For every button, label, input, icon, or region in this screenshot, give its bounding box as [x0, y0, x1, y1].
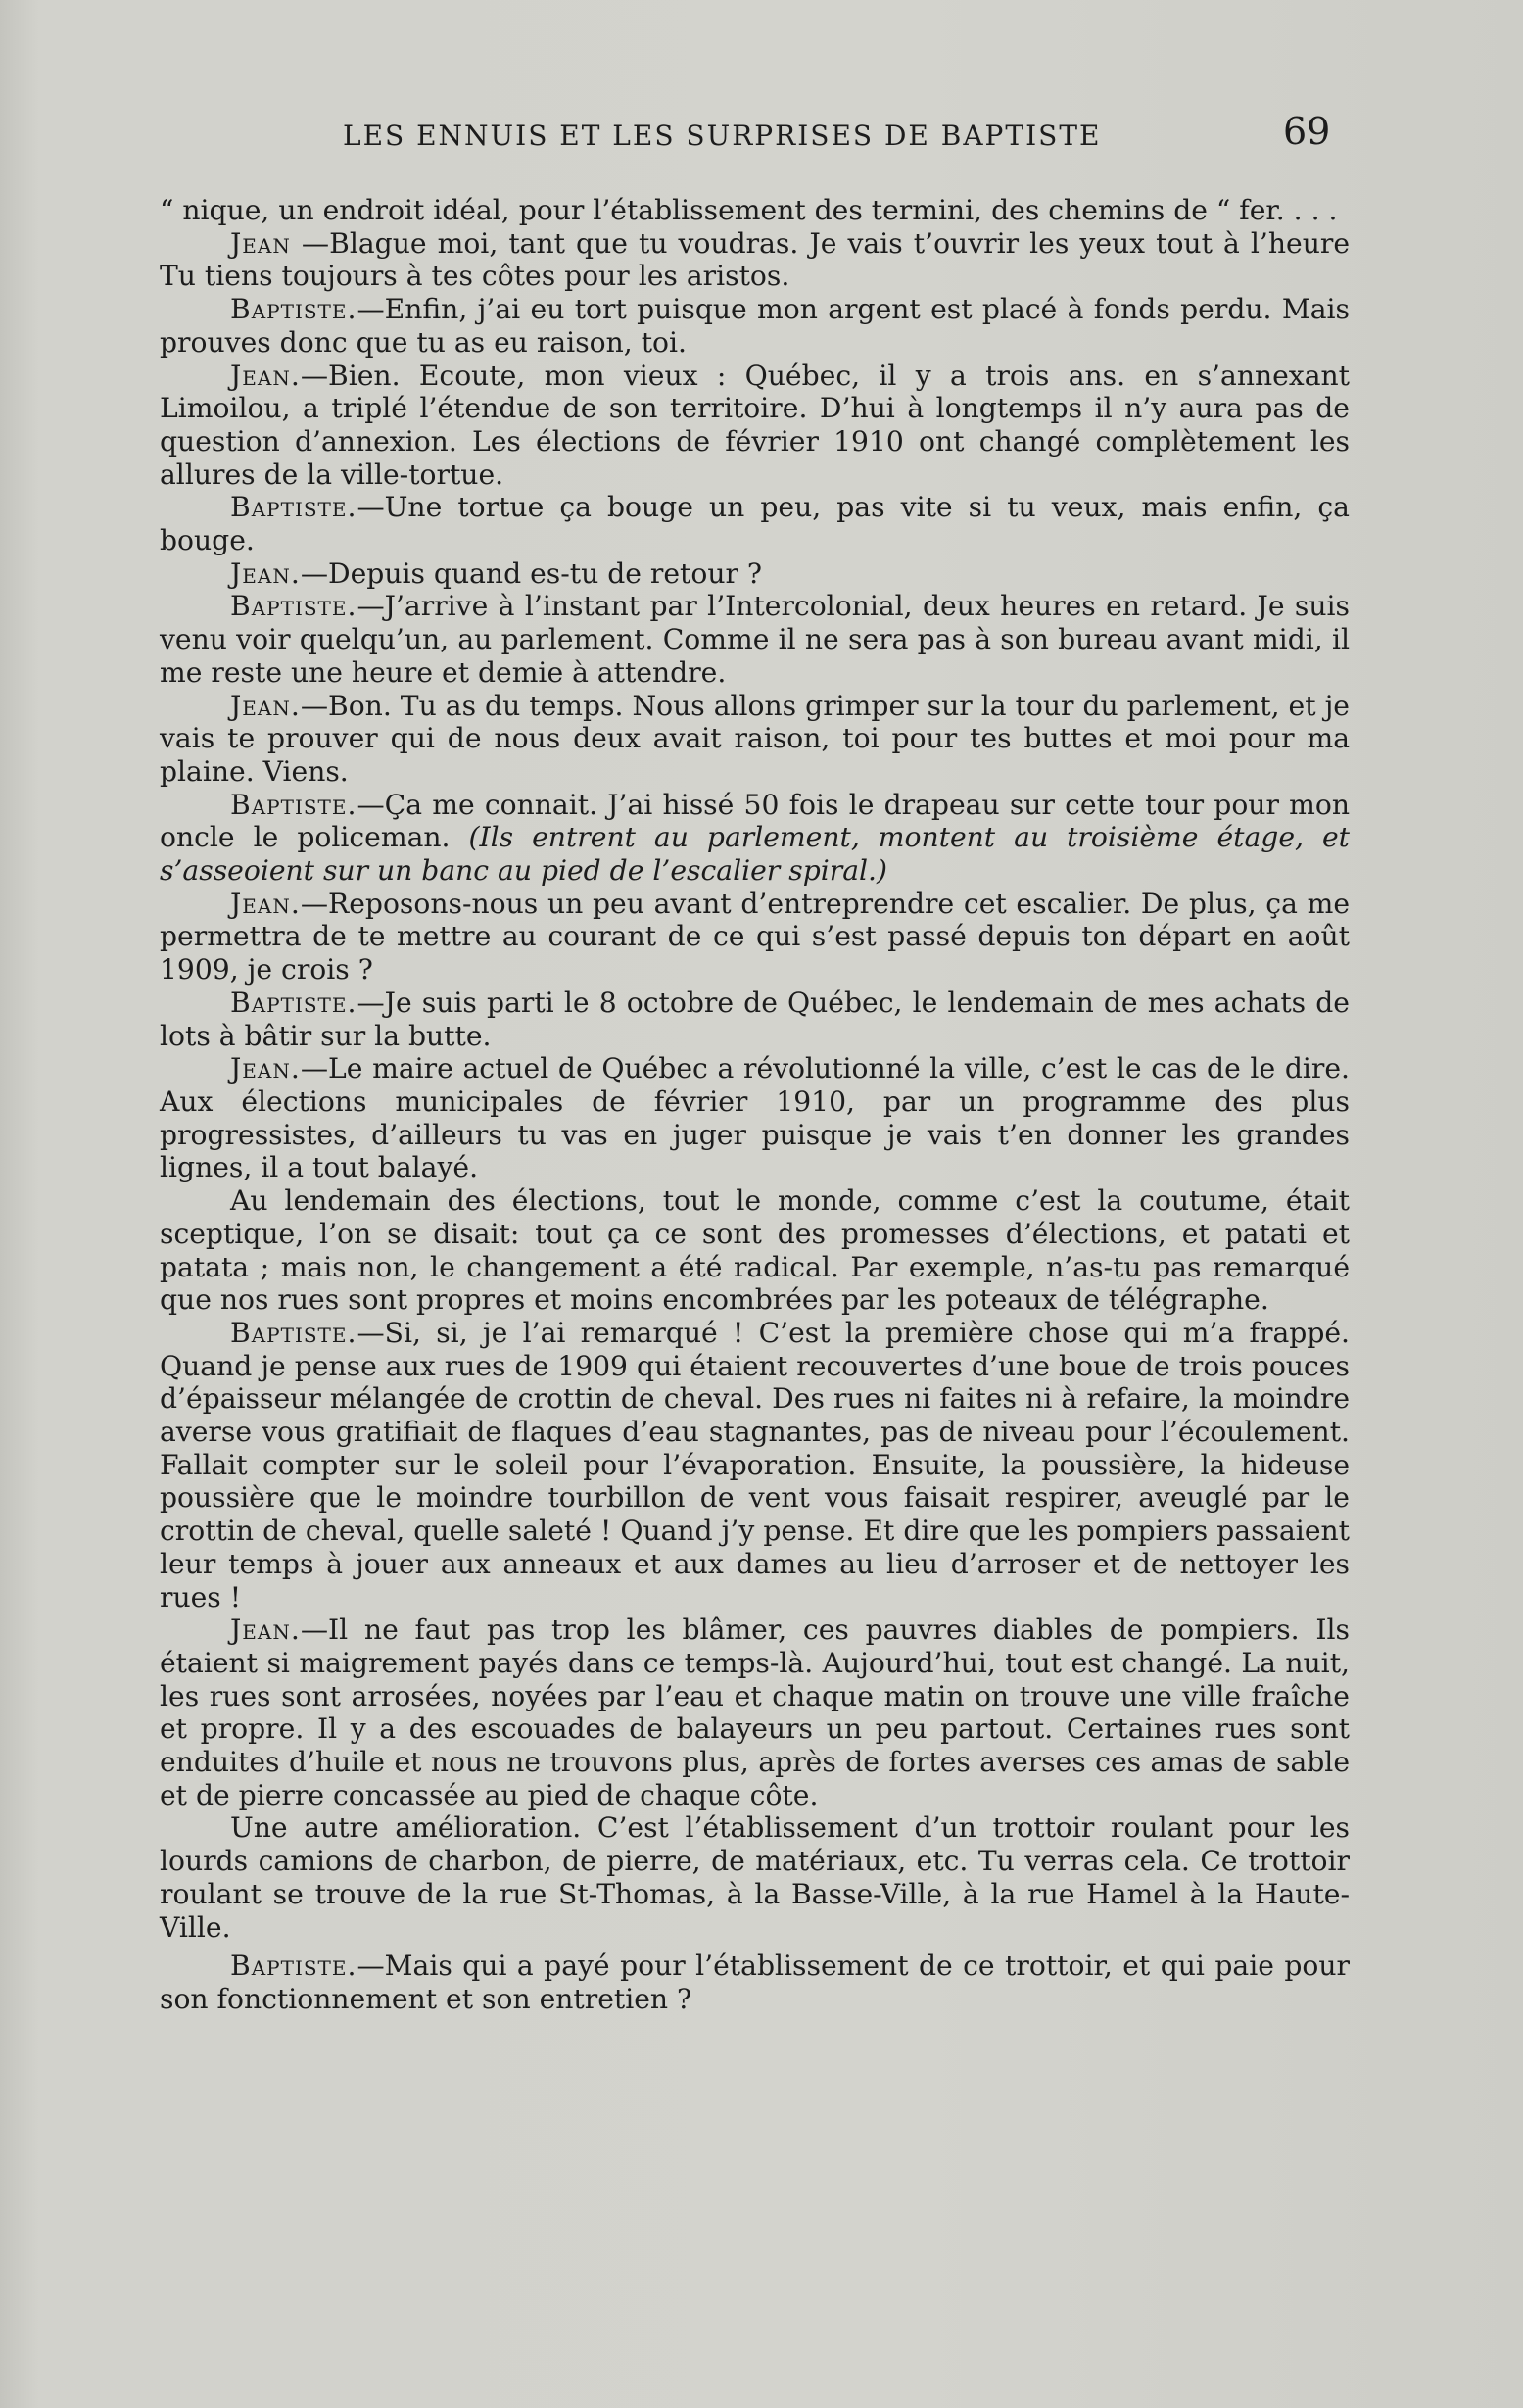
running-title: LES ENNUIS ET LES SURPRISES DE BAPTISTE — [343, 120, 1102, 152]
dialogue-line — [160, 690, 1350, 789]
dialogue-line — [160, 987, 1350, 1052]
speaker-name: Baptiste. — [230, 1950, 357, 1983]
speaker-name: Jean. — [230, 887, 301, 920]
line-text: —Enfin, j’ai eu tort puisque mon argent est placé à fonds perdu. Mais prouves donc que tu as eu raison, toi. — [160, 293, 1350, 359]
dialogue-line — [160, 360, 1350, 492]
speaker-name: Jean. — [230, 689, 301, 722]
speaker-name: Jean — [230, 226, 291, 260]
line-text: —Ça me connait. J’ai hissé 50 fois le drapeau sur cette tour pour mon oncle le policeman. — [160, 788, 1350, 854]
dialogue-line — [160, 293, 1350, 359]
dialogue-line — [160, 590, 1350, 689]
dialogue-line — [160, 1317, 1350, 1613]
line-text: —Mais qui a payé pour l’établissement de ce trottoir, et qui paie pour son fonctionnement et son entretien ? — [160, 1950, 1350, 2015]
line-text: —Si, si, je l’ai remarqué ! C’est la première chose qui m’a frappé. Quand je pense aux rues de 1909 qui étaient recouvertes d’une boue de trois pouces d’épaisseur mélangée de crottin de cheval. Des rues ni faites ni à refaire, la moindre averse vous gratifiait de flaques d’eau stagnantes, pas de niveau pour l’écoulement. Fallait compter sur le soleil pour l’évaporation. Ensuite, la poussière, la hideuse poussière que le moindre tourbillon de vent vous faisait respirer, aveuglé par le crottin de cheval, quelle saleté ! Quand j’y pense. Et dire que les pompiers passaient leur temps à jouer aux anneaux et aux dames au lieu d’arroser et de nettoyer les rues ! — [160, 1316, 1350, 1613]
speaker-name: Baptiste. — [230, 590, 357, 623]
dialogue-line — [160, 1052, 1350, 1184]
speaker-name: Baptiste. — [230, 1316, 357, 1349]
dialogue-line — [160, 557, 1350, 591]
dialogue-text — [160, 194, 1350, 2016]
dialogue-line — [160, 227, 1350, 293]
dialogue-line — [160, 789, 1350, 888]
stage-direction: (Ils entrent au parlement, montent au troisième étage, et s’asseoient sur un banc au pied de l’escalier spiral.) — [160, 821, 1350, 888]
paragraph: “ nique, un endroit idéal, pour l’établissement des termini, des chemins de “ fer. . . . — [160, 194, 1338, 226]
paragraph: Une autre amélioration. C’est l’établissement d’un trottoir roulant pour les lourds camions de charbon, de pierre, de matériaux, etc. Tu verras cela. Ce trottoir roulant se trouve de la rue St-Thomas, à la Basse-Ville, à la rue Hamel à la Haute-Ville. — [160, 1811, 1350, 1944]
speaker-name: Baptiste. — [230, 986, 357, 1019]
line-text: —Il ne faut pas trop les blâmer, ces pauvres diables de pompiers. Ils étaient si maigrement payés dans ce temps-là. Aujourd’hui, tout est changé. La nuit, les rues sont arrosées, noyées par l’eau et chaque matin on trouve une ville fraîche et propre. Il y a des escouades de balayeurs un peu partout. Certaines rues sont enduites d’huile et nous ne trouvons plus, après de fortes averses ces amas de sable et de pierre concassée au pied de chaque côte. — [160, 1613, 1350, 1811]
line-text: —Bon. Tu as du temps. Nous allons grimper sur la tour du parlement, et je vais te prouver qui de nous deux avait raison, toi pour tes buttes et moi pour ma plaine. Viens. — [160, 689, 1350, 788]
speaker-name: Jean. — [230, 359, 301, 392]
speaker-name: Jean. — [230, 1052, 301, 1085]
speaker-name: Baptiste. — [230, 293, 357, 326]
paragraph: Au lendemain des élections, tout le monde, comme c’est la coutume, était sceptique, l’on se disait: tout ça ce sont des promesses d’élections, et patati et patata ; mais non, le changement a été radical. Par exemple, n’as-tu pas remarqué que nos rues sont propres et moins encombrées par les poteaux de télégraphe. — [160, 1184, 1350, 1317]
speaker-name: Baptiste. — [230, 491, 357, 524]
line-text: —Reposons-nous un peu avant d’entreprendre cet escalier. De plus, ça me permettra de te mettre au courant de ce qui s’est passé depuis ton départ en août 1909, je crois ? — [160, 887, 1350, 987]
line-text: —Le maire actuel de Québec a révolutionné la ville, c’est le cas de le dire. Aux élections municipales de février 1910, par un programme des plus progressistes, d’ailleurs tu vas en juger puisque je vais t’en donner les grandes lignes, il a tout balayé. — [160, 1052, 1350, 1184]
dialogue-line — [160, 888, 1350, 987]
dialogue-line — [160, 491, 1350, 556]
dialogue-line — [160, 1613, 1350, 1811]
speaker-name: Baptiste. — [230, 788, 357, 821]
speaker-name: Jean. — [230, 1613, 301, 1647]
page-header — [0, 110, 1523, 159]
line-text: —Je suis parti le 8 octobre de Québec, le lendemain de mes achats de lots à bâtir sur la butte. — [160, 986, 1350, 1052]
line-text: —Une tortue ça bouge un peu, pas vite si tu veux, mais enfin, ça bouge. — [160, 491, 1350, 557]
line-text: —Blague moi, tant que tu voudras. Je vais t’ouvrir les yeux tout à l’heure Tu tiens toujours à tes côtes pour les aristos. — [160, 226, 1350, 293]
page-number: 69 — [1283, 110, 1331, 153]
line-text: —Bien. Ecoute, mon vieux : Québec, il y a trois ans. en s’annexant Limoilou, a triplé l’étendue de son territoire. D’hui à longtemps il n’y aura pas de question d’annexion. Les élections de février 1910 ont changé complètement les allures de la ville-tortue. — [160, 359, 1350, 491]
dialogue-line — [160, 1950, 1350, 2015]
speaker-name: Jean. — [230, 556, 301, 590]
line-text: —Depuis quand es-tu de retour ? — [300, 556, 763, 590]
line-text: —J’arrive à l’instant par l’Intercolonial, deux heures en retard. Je suis venu voir quelqu’un, au parlement. Comme il ne sera pas à son bureau avant midi, il me reste une heure et demie à attendre. — [160, 590, 1350, 689]
